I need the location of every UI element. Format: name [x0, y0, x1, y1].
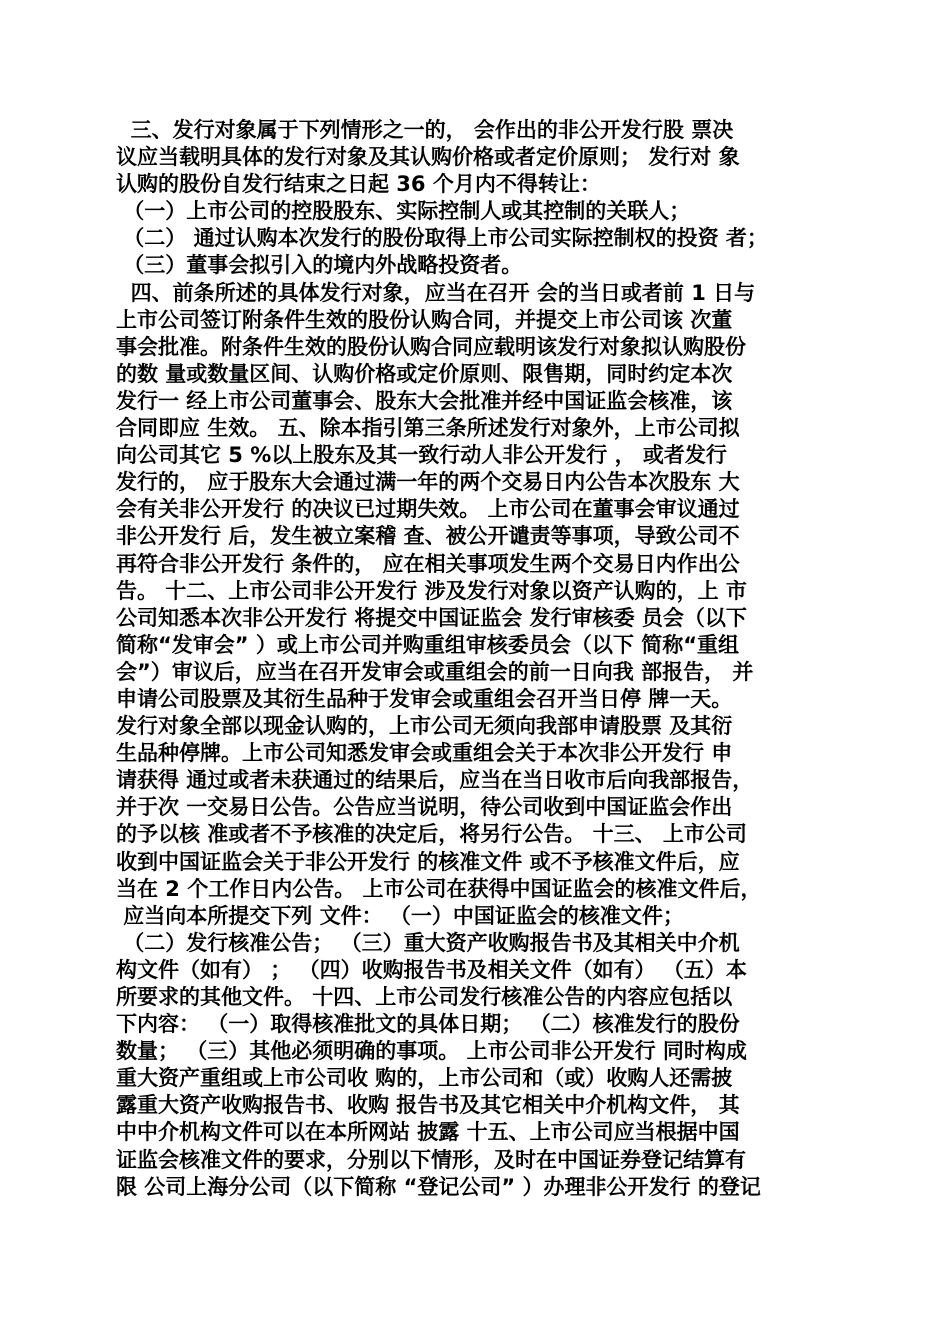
text-line: 发行的， 应于股东大会通过满一年的两个交易日内公告本次股东 大 — [116, 470, 740, 495]
text-line: 非公开发行 后，发生被立案稽 查、被公开谴责等事项，导致公司不 — [116, 524, 740, 549]
text-line: 三、发行对象属于下列情形之一的， 会作出的非公开发行股 票决 — [116, 118, 734, 142]
text-line: 会有关非公开发行 的决议已过期失效。 上市公司在董事会审议通过 — [116, 497, 740, 522]
text-line: 的数 量或数量区间、认购价格或定价原则、限售期，同时约定本次 — [116, 361, 733, 386]
text-line: 收到中国证监会关于非公开发行 的核准文件 或不予核准文件后，应 — [116, 849, 740, 874]
text-line: 认购的股份自发行结束之日起 36 个月内不得转让： — [116, 172, 601, 197]
text-line: 发行对象全部以现金认购的，上市公司无须向我部申请股票 及其衍 — [116, 714, 733, 739]
text-line: 发行一 经上市公司董事会、股东大会批准并经中国证监会核准，该 — [116, 388, 733, 413]
text-line: 再符合非公开发行 条件的， 应在相关事项发生两个交易日内作出公 — [116, 551, 740, 576]
text-line: 下内容： （一）取得核准批文的具体日期； （二）核准发行的股份 — [116, 1012, 740, 1037]
text-line: 当在 2 个工作日内公告。 上市公司在获得中国证监会的核准文件后， — [116, 876, 762, 901]
text-line: 应当向本所提交下列 文件： （一）中国证监会的核准文件； — [116, 903, 684, 928]
text-line: 会”）审议后，应当在召开发审会或重组会的前一日向我 部报告， 并 — [116, 659, 754, 684]
text-line: 向公司其它 5 %以上股东及其一致行动人非公开发行 ， 或者发行 — [116, 443, 727, 468]
text-line: 构文件（如有） ； （四）收购报告书及相关文件（如有） （五）本 — [116, 957, 747, 982]
document-body-text — [116, 117, 836, 1201]
text-line: 议应当载明具体的发行对象及其认购价格或者定价原则； 发行对 象 — [116, 145, 740, 170]
text-line: 公司知悉本次非公开发行 将提交中国证监会 发行审核委 员会（以下 — [116, 605, 747, 630]
text-line: 生品种停牌。上市公司知悉发审会或重组会关于本次非公开发行 申 — [116, 741, 733, 766]
text-line: （一）上市公司的控股股东、实际控制人或其控制的关联人； — [116, 199, 691, 224]
text-line: 限 公司上海分公司（以下简称 “登记公司” ）办理非公开发行 的登记 — [116, 1174, 761, 1199]
text-line: （二）发行核准公告； （三）重大资产收购报告书及其相关中介机 — [116, 930, 740, 955]
text-line: 重大资产重组或上市公司收 购的，上市公司和（或）收购人还需披 — [116, 1066, 733, 1091]
text-line: （三）董事会拟引入的境内外战略投资者。 — [116, 253, 523, 278]
text-line: 请获得 通过或者未获通过的结果后，应当在当日收市后向我部报告， — [116, 768, 754, 793]
text-line: 并于次 一交易日公告。公告应当说明，待公司收到中国证监会作出 — [116, 795, 733, 820]
text-line: （二） 通过认购本次发行的股份取得上市公司实际控制权的投资 者； — [116, 226, 768, 251]
text-line: 申请公司股票及其衍生品种于发审会或重组会召开当日停 牌一天。 — [116, 686, 733, 711]
text-line: 数量； （三）其他必须明确的事项。 上市公司非公开发行 同时构成 — [116, 1039, 747, 1064]
text-line: 事会批准。附条件生效的股份认购合同应载明该发行对象拟认购股份 — [116, 334, 746, 359]
text-line: 的予以核 准或者不予核准的决定后，将另行公告。 十三、 上市公司 — [116, 822, 747, 847]
text-line: 所要求的其他文件。 十四、上市公司发行核准公告的内容应包括以 — [116, 985, 733, 1009]
text-line: 简称“发审会” ）或上市公司并购重组审核委员会（以下 简称“重组 — [116, 632, 740, 657]
text-line: 露重大资产收购报告书、收购 报告书及其它相关中介机构文件， 其 — [116, 1093, 740, 1118]
text-line: 四、前条所述的具体发行对象，应当在召开 会的当日或者前 1 日与 — [116, 280, 756, 305]
text-line: 证监会核准文件的要求，分别以下情形，及时在中国证券登记结算有 — [116, 1147, 746, 1172]
text-line: 合同即应 生效。 五、除本指引第三条所述发行对象外，上市公司拟 — [116, 416, 740, 441]
text-line: 上市公司签订附条件生效的股份认购合同，并提交上市公司该 次董 — [116, 307, 733, 332]
text-line: 中中介机构文件可以在本所网站 披露 十五、上市公司应当根据中国 — [116, 1120, 740, 1145]
text-line: 告。 十二、上市公司非公开发行 涉及发行对象以资产认购的，上 市 — [116, 578, 747, 603]
